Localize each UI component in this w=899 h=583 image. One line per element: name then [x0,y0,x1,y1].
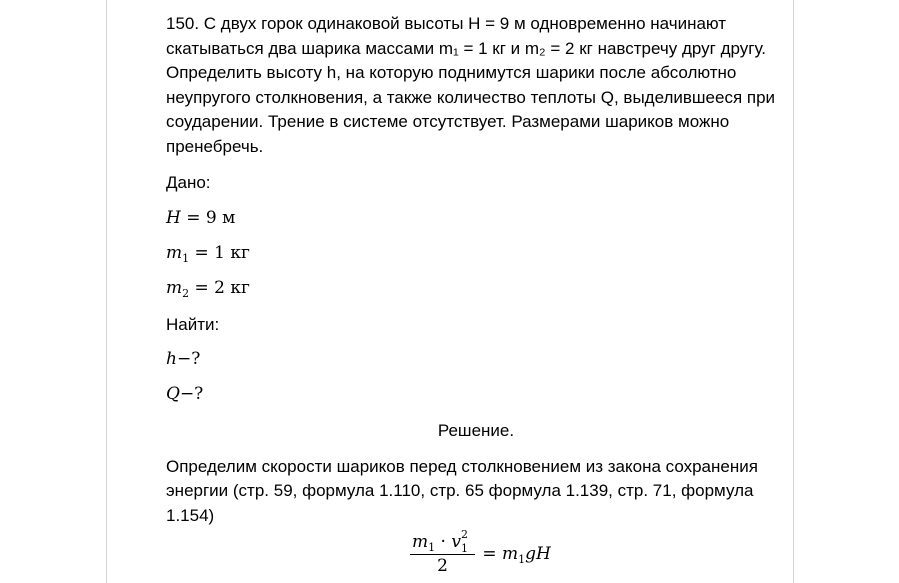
var-Q: Q [166,384,180,404]
find-q [166,381,786,407]
subscript-1: 1 [460,542,468,555]
var-H: H [536,543,551,564]
sub-1: 1 [182,251,190,265]
formula-rhs [482,544,551,564]
value-H: = 9 м [186,207,236,228]
solution-heading: Решение. [437,421,515,440]
unknown-mark: −? [176,349,201,369]
document-page [166,12,786,528]
solution-line: 1.154) [166,505,215,525]
fraction-numerator [410,530,475,555]
solution-line: энергии (стр. 59, формула 1.110, стр. 65 формула 1.139, стр. 71, формула [166,481,754,500]
given-label: Дано: [166,173,211,192]
var-m: m [166,242,183,263]
superscript-2: 2 [460,528,468,541]
fraction [410,530,475,577]
problem-line: пренебречь. [166,136,264,156]
energy-conservation-formula [410,530,551,577]
given-mass-2 [166,275,786,301]
solution-text [166,455,786,529]
problem-line: соударении. Трение в системе отсутствует. Размерами шариков можно [166,112,730,131]
sub-1: 1 [428,541,436,554]
value-m1: = 1 кг [194,242,250,263]
problem-statement [166,12,786,159]
sup-sub [460,528,473,555]
var-H: H [166,207,181,228]
given-mass-1 [166,240,786,266]
problem-line: 150. С двух горок одинаковой высоты H = 9 м одновременно начинают [166,14,727,33]
given-height [166,205,786,231]
page-margin-left [106,0,107,583]
problem-line: скатываться два шарика массами m₁ = 1 кг и m₂ = 2 кг навстречу друг другу. [166,38,766,58]
sub-1: 1 [518,552,526,566]
var-m: m [412,532,429,552]
var-v: v [451,532,461,552]
equals-sign: = [482,543,497,564]
var-h: h [166,349,177,369]
value-m2: = 2 кг [194,277,250,298]
var-g: g [525,543,537,564]
var-m: m [502,543,519,564]
var-m: m [166,277,183,298]
fraction-denominator: 2 [437,556,448,576]
find-label: Найти: [166,314,220,334]
dot-operator: · [435,532,452,552]
sub-2: 2 [182,286,190,300]
find-h [166,346,786,372]
page-margin-right [793,0,794,583]
unknown-mark: −? [179,384,204,404]
problem-line: Определить высоту h, на которую поднимутся шарики после абсолютно [166,63,737,82]
problem-line: неупругого столкновения, а также количество теплоты Q, выделившееся при [166,87,776,107]
solution-line: Определим скорости шариков перед столкновением из закона сохранения [166,456,758,476]
